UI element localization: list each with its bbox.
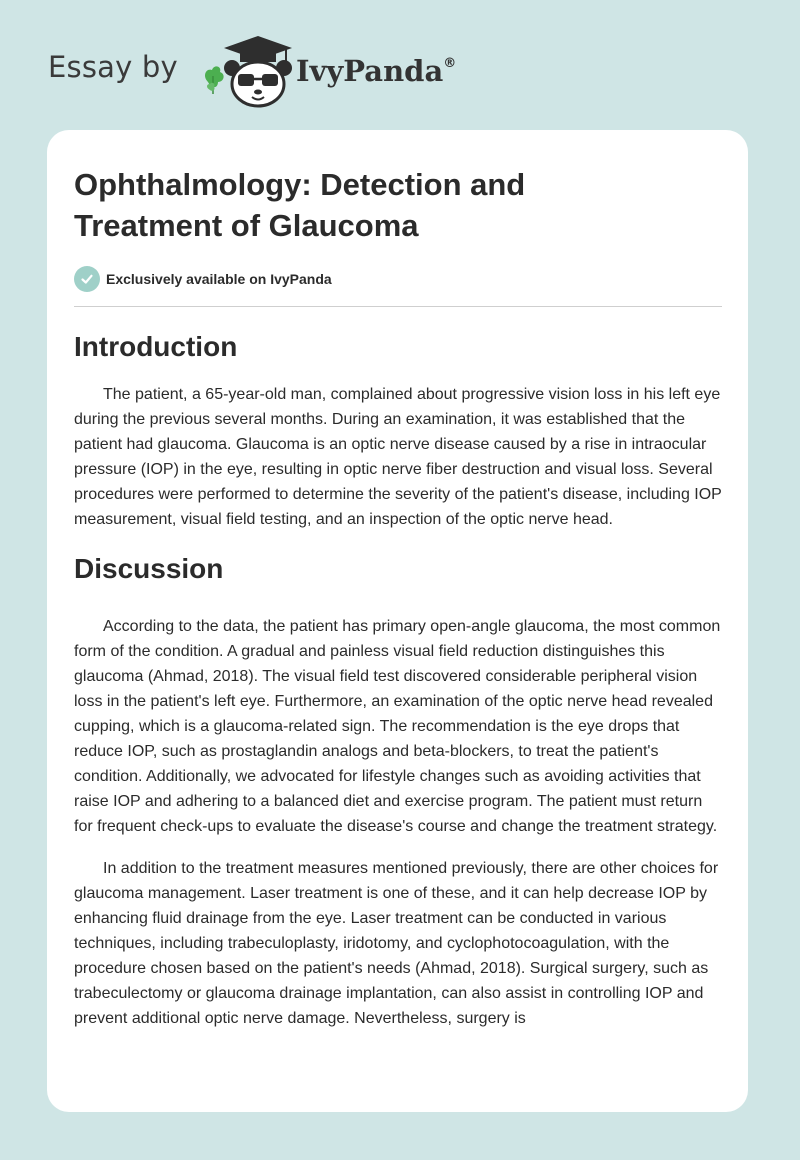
brand-text: IvyPanda [296, 54, 444, 88]
paragraph: According to the data, the patient has primary open-angle glaucoma, the most common form of the condition. A gradual and painless visual field reduction distinguishes this glaucoma (Ahmad, 2018). The visual field test discovered considerable peripheral vision loss in the patient's left eye. Furthermore, an examination of the optic nerve head revealed cupping, which is a glaucoma-related sign. The recommendation is the eye drops that reduce IOP, such as prostaglandin analogs and beta-blockers, to treat the patient's condition. Additionally, we advocated for lifestyle changes such as avoiding activities that raise IOP and adhering to a balanced diet and exercise program. The patient must return for frequent check-ups to evaluate the disease's course and change the treatment strategy. [74, 618, 721, 835]
check-circle-icon [74, 266, 100, 292]
essay-content [74, 164, 722, 1031]
paragraph: The patient, a 65-year-old man, complained about progressive vision loss in his left eye during the previous several months. During an examination, it was established that the patient had glaucoma. Glaucoma is an optic nerve disease caused by a rise in intraocular pressure (IOP) in the eye, resulting in optic nerve fiber destruction and visual loss. Several procedures were performed to determine the severity of the patient's disease, including IOP measurement, visual field testing, and an inspection of the optic nerve head. [74, 386, 722, 528]
paragraph: In addition to the treatment measures mentioned previously, there are other choices for glaucoma management. Laser treatment is one of these, and it can help decrease IOP by enhancing fluid drainage from the eye. Laser treatment can be conducted in various techniques, including trabeculoplasty, iridotomy, and cyclophotocoagulation, with the procedure chosen based on the patient's needs (Ahmad, 2018). Surgical surgery, such as trabeculectomy or glaucoma drainage implantation, can also assist in controlling IOP and prevent additional optic nerve damage. Nevertheless, surgery is [74, 860, 719, 1027]
title-divider [74, 306, 722, 307]
brand-name[interactable] [296, 54, 456, 88]
exclusive-badge-text: Exclusively available on IvyPanda [106, 271, 332, 287]
essay-card [47, 130, 748, 1112]
site-header [48, 32, 508, 112]
panda-graduate-logo-icon[interactable] [200, 32, 296, 110]
registered-mark: ® [443, 56, 457, 71]
exclusive-badge [74, 266, 722, 292]
section-heading-discussion: Discussion [74, 553, 224, 584]
essay-by-label: Essay by [48, 50, 178, 84]
page-title: Ophthalmology: Detection and Treatment of Glaucoma [74, 167, 526, 243]
section-heading-introduction: Introduction [74, 331, 238, 362]
